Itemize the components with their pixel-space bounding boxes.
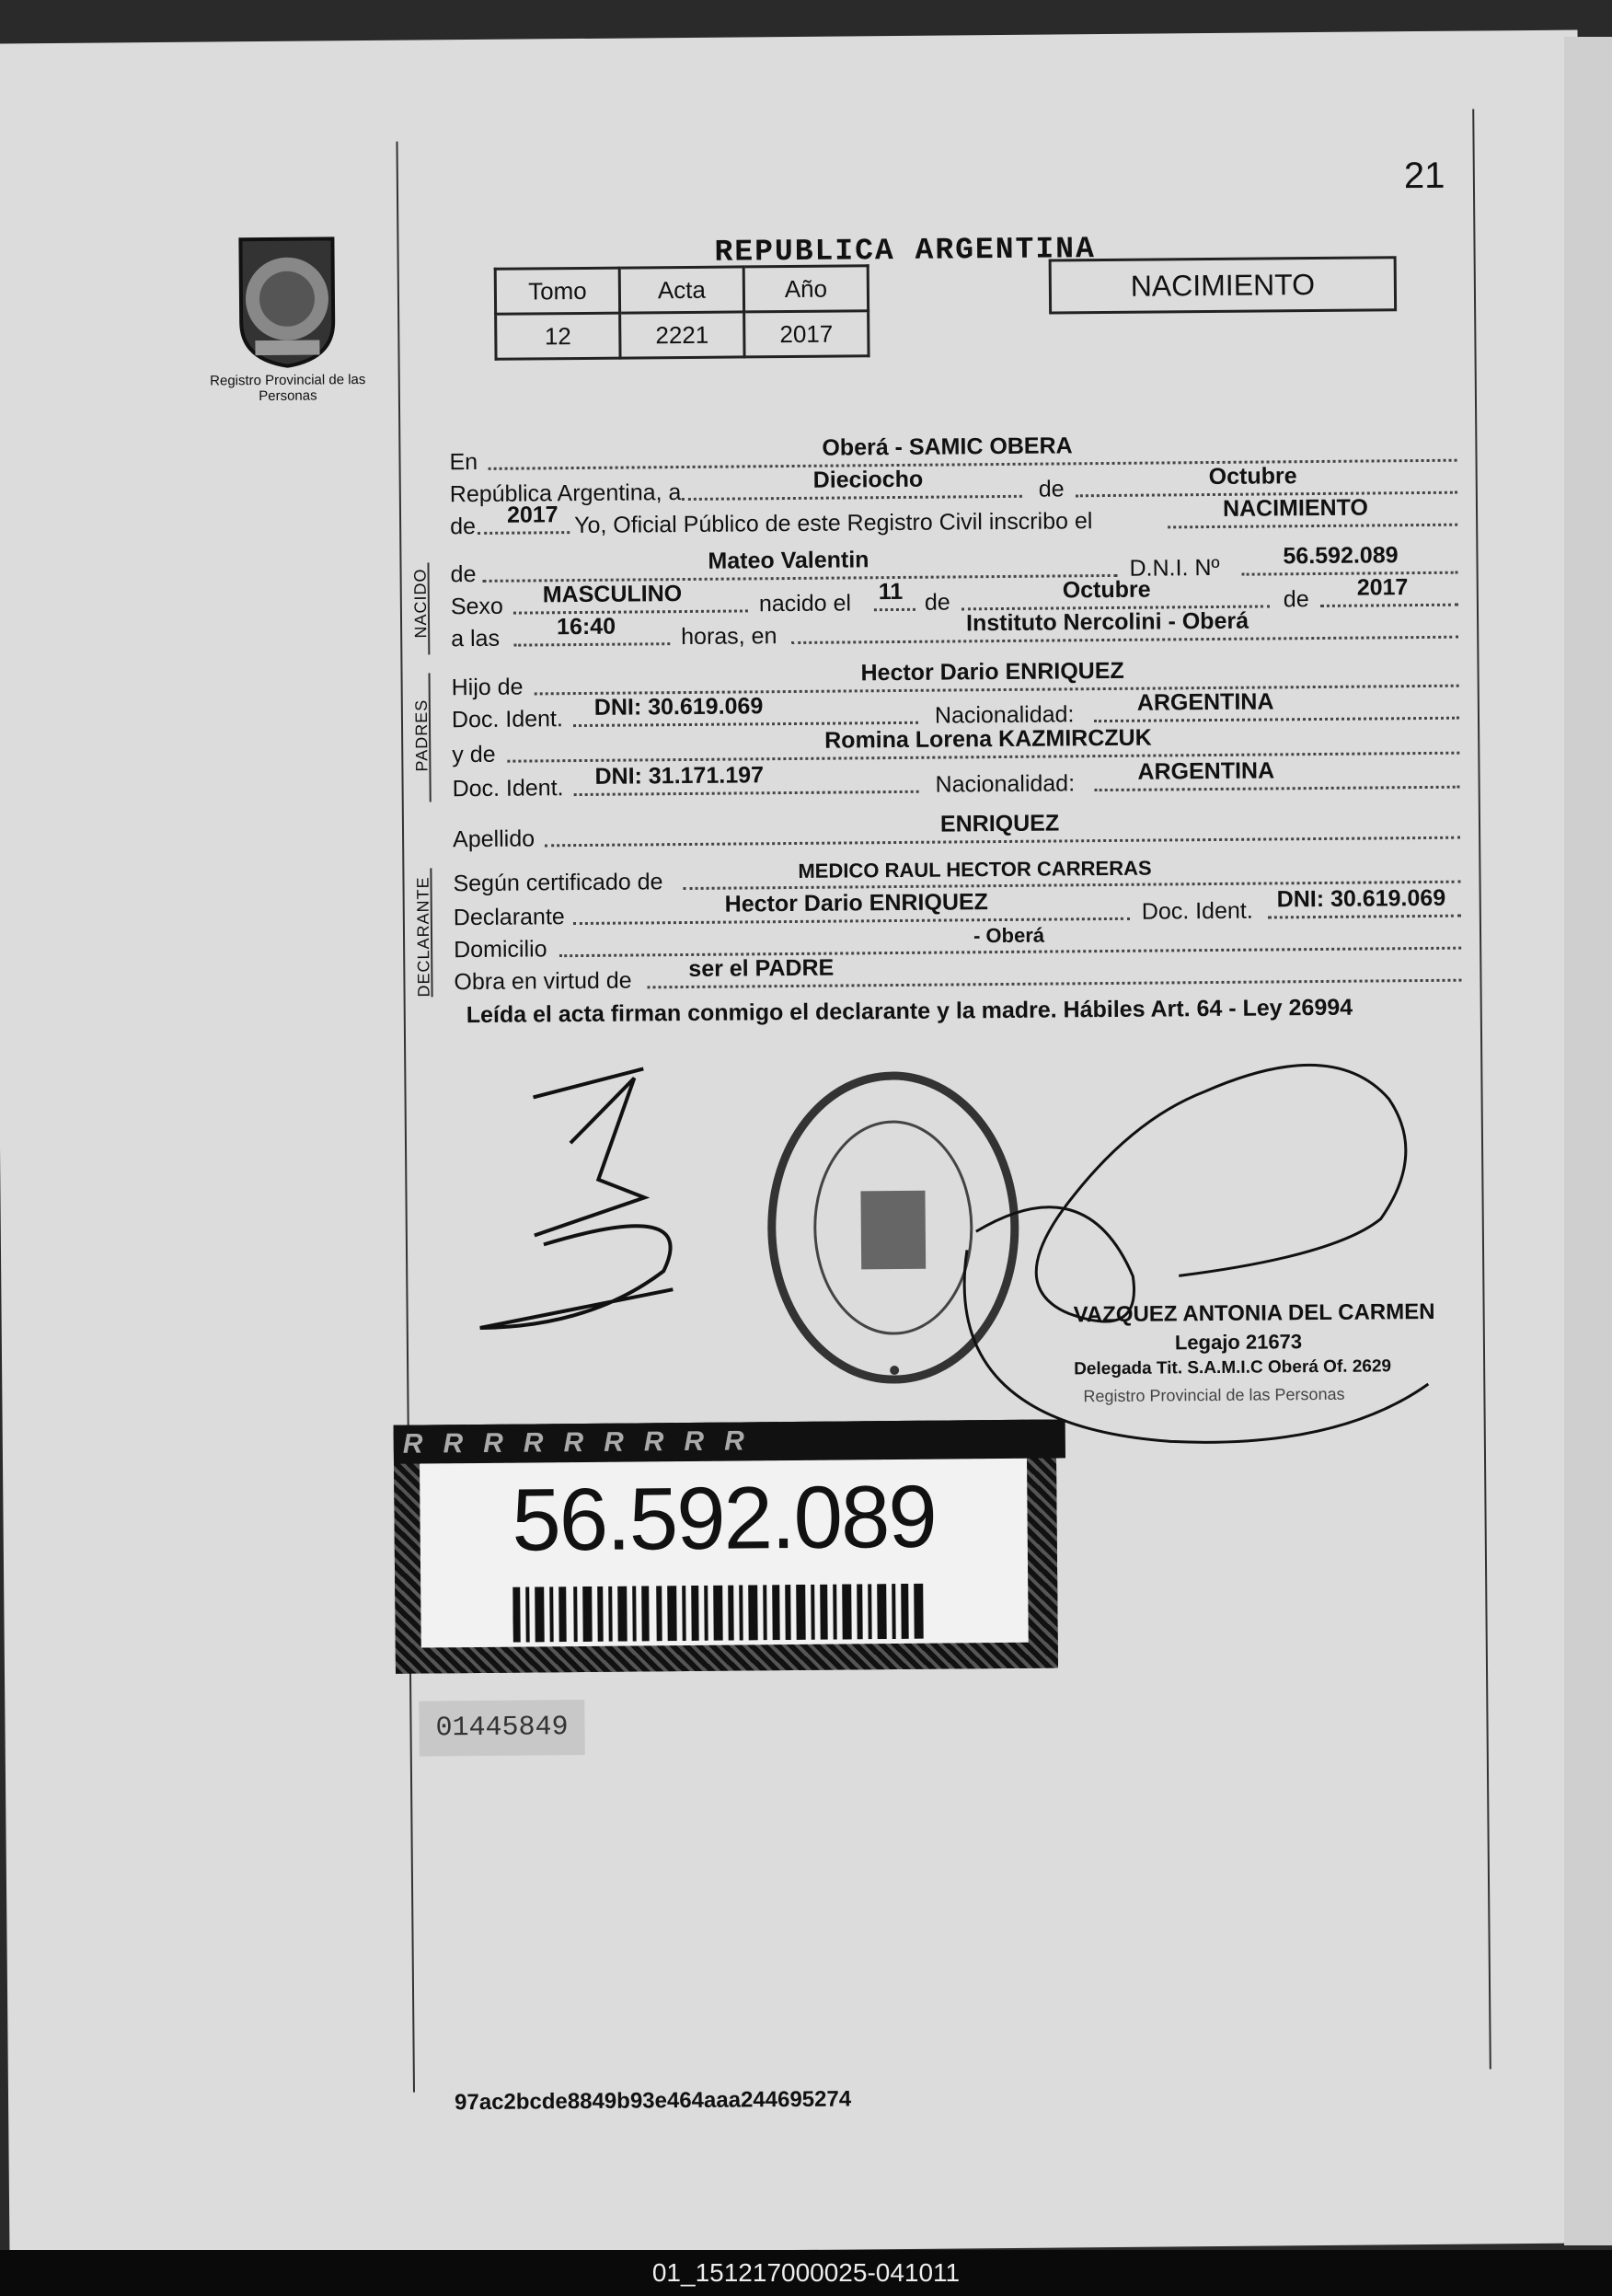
registry-emblem: [210, 229, 366, 405]
value-mother-doc: DNI: 31.171.197: [594, 762, 765, 790]
barcode-number: 56.592.089: [511, 1467, 937, 1570]
value-birth-month: Octubre: [1062, 576, 1151, 604]
section-declarante: DECLARANTE: [413, 876, 433, 998]
value-surname: ENRIQUEZ: [939, 810, 1060, 837]
value-birth-day: 11: [878, 578, 904, 606]
value-mother-nationality: ARGENTINA: [1137, 757, 1275, 785]
value-child-dni: 56.592.089: [1283, 542, 1399, 570]
value-birth-place: Instituto Nercolini - Oberá: [965, 607, 1249, 637]
label-a-las: a las: [451, 625, 501, 652]
label-republica: República Argentina, a: [449, 479, 682, 508]
label-doc-ident-2: Doc. Ident.: [452, 775, 564, 802]
label-de-3: de: [450, 560, 477, 588]
header-tomo: Tomo: [495, 268, 619, 314]
label-de-5: de: [1283, 586, 1309, 613]
left-margin-rule: [396, 142, 415, 2093]
value-domicile: - Oberá: [973, 923, 1045, 948]
label-horas-en: horas, en: [681, 623, 777, 651]
value-sex: MASCULINO: [542, 581, 683, 608]
document-page: [0, 30, 1596, 2257]
value-birth-year: 2017: [1356, 574, 1409, 601]
label-sexo: Sexo: [450, 593, 504, 620]
value-book: NACIMIENTO: [1222, 494, 1368, 522]
value-place: Oberá - SAMIC OBERA: [822, 433, 1073, 461]
label-declarante: Declarante: [453, 904, 565, 931]
right-margin-rule: [1472, 110, 1491, 2070]
label-doc-ident-3: Doc. Ident.: [1141, 897, 1253, 925]
row-surname: [452, 810, 1460, 854]
label-dni: D.N.I. Nº: [1129, 554, 1220, 582]
label-de-1: de: [1038, 476, 1065, 502]
label-apellido: Apellido: [452, 825, 535, 853]
row-mother: [452, 724, 1459, 769]
value-virtue: ser el PADRE: [688, 954, 835, 982]
registry-name: Registro Provincial de las Personas: [210, 372, 366, 405]
label-nacionalidad-2: Nacionalidad:: [935, 770, 1076, 798]
label-hijo-de: Hijo de: [451, 674, 524, 701]
label-oficial: Yo, Oficial Público de este Registro Civil inscribo el: [574, 508, 1093, 539]
section-nacido: NACIDO: [410, 568, 431, 639]
official-name: VAZQUEZ ANTONIA DEL CARMEN: [1073, 1298, 1435, 1328]
label-nacido-el: nacido el: [758, 590, 852, 617]
value-certificate: MEDICO RAUL HECTOR CARRERAS: [798, 856, 1152, 883]
label-y-de: y de: [452, 741, 496, 768]
security-strip: RRRRRRRRR: [394, 1419, 1065, 1463]
value-child-name: Mateo Valentin: [708, 547, 869, 574]
value-ano: 2017: [744, 311, 869, 357]
label-domicilio: Domicilio: [454, 936, 547, 963]
control-number: 01445849: [419, 1700, 585, 1757]
section-padres: PADRES: [411, 698, 432, 772]
row-time: [451, 607, 1458, 653]
official-signature-icon: [947, 1034, 1466, 1471]
row-mother-doc: [452, 757, 1459, 803]
label-segun: Según certificado de: [453, 869, 663, 897]
label-doc-ident-1: Doc. Ident.: [451, 706, 563, 733]
header-acta: Acta: [619, 267, 743, 313]
barcode-icon: [512, 1584, 937, 1643]
value-declarant-name: Hector Dario ENRIQUEZ: [724, 889, 989, 917]
official-role: Delegada Tit. S.A.M.I.C Oberá Of. 2629: [1074, 1356, 1392, 1379]
document-hash: 97ac2bcde8849b93e464aaa244695274: [454, 2086, 852, 2116]
page-number: 21: [1403, 155, 1445, 197]
header-ano: Año: [743, 266, 868, 312]
value-mother-name: Romina Lorena KAZMIRCZUK: [824, 724, 1152, 754]
label-en: En: [449, 448, 478, 476]
scan-filename: 01_151217000025-041011: [0, 2250, 1612, 2296]
value-birth-time: 16:40: [556, 613, 616, 640]
value-father-nationality: ARGENTINA: [1136, 688, 1274, 716]
misiones-seal-icon: [226, 229, 347, 368]
scan-edge: [1564, 37, 1612, 2245]
label-de-4: de: [924, 589, 950, 616]
document-title: REPUBLICA ARGENTINA: [714, 232, 1096, 270]
label-de-2: de: [450, 513, 477, 540]
label-obra-en-virtud: Obra en virtud de: [454, 967, 632, 996]
value-tomo: 12: [496, 313, 620, 359]
closing-statement: Leída el acta firman conmigo el declarante y la madre. Hábiles Art. 64 - Ley 26994: [466, 994, 1353, 1029]
official-registry: Registro Provincial de las Personas: [1083, 1384, 1345, 1406]
value-year: 2017: [506, 502, 558, 528]
value-father-doc: DNI: 30.619.069: [593, 693, 764, 721]
official-legajo: Legajo 21673: [1174, 1330, 1303, 1355]
value-acta: 2221: [620, 312, 744, 358]
value-declarant-doc: DNI: 30.619.069: [1276, 884, 1446, 913]
declarant-signature-icon: [459, 1058, 756, 1346]
id-barcode-label: [394, 1420, 1058, 1674]
record-type-box: NACIMIENTO: [1049, 256, 1398, 314]
tomo-acta-ano-table: [494, 264, 870, 361]
value-day-words: Dieciocho: [812, 466, 924, 493]
value-month: Octubre: [1208, 463, 1297, 490]
value-father-name: Hector Dario ENRIQUEZ: [860, 657, 1124, 686]
label-nacionalidad-1: Nacionalidad:: [934, 701, 1075, 729]
